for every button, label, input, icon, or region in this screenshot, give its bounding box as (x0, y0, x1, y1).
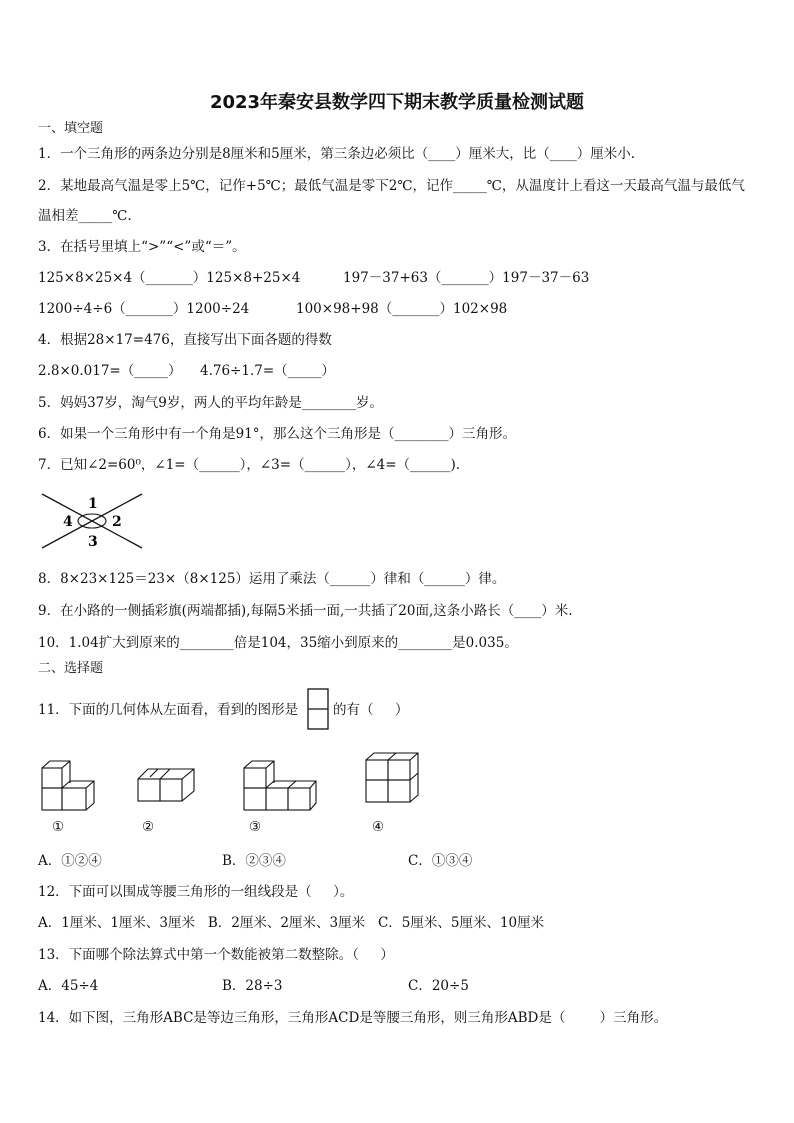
question-10: 10．1.04扩大到原来的________倍是104，35缩小到原来的________是0.035。 (38, 635, 518, 651)
side-view-shape (307, 688, 329, 730)
q11-option-b: B．②③④ (222, 853, 286, 869)
question-14: 14．如下图，三角形ABC是等边三角形，三角形ACD是等腰三角形，则三角形ABD是（ ）三角形。 (38, 1010, 668, 1026)
angle-label-2: 2 (112, 514, 122, 530)
question-11-text-end: 的有（ ） (333, 702, 409, 718)
question-4: 4．根据28×17=476，直接写出下面各题的得数 (38, 332, 332, 348)
question-9: 9．在小路的一侧插彩旗(两端都插),每隔5米插一面,一共插了20面,这条小路长（____）米. (38, 603, 573, 619)
question-11-text: 11．下面的几何体从左面看，看到的图形是 (38, 702, 299, 718)
angle-label-3: 3 (88, 534, 98, 550)
question-13: 13．下面哪个除法算式中第一个数能被第二数整除。（ ） (38, 947, 394, 963)
question-4-item-2: 4.76÷1.7=（_____） (200, 363, 335, 379)
solid-figure-3 (242, 758, 318, 814)
figure-label-1: ① (52, 819, 65, 835)
q12-options: A．1厘米、1厘米、3厘米 B．2厘米、2厘米、3厘米 C．5厘米、5厘米、10厘米 (38, 915, 545, 931)
question-5: 5．妈妈37岁，淘气9岁，两人的平均年龄是________岁。 (38, 395, 383, 411)
question-3: 3．在括号里填上“>”“<”或“＝”。 (38, 239, 246, 255)
question-3-item-3: 1200÷4÷6（_______）1200÷24 (38, 301, 250, 317)
figure-label-2: ② (142, 819, 155, 835)
q11-option-c: C．①③④ (408, 853, 473, 869)
question-8: 8．8×23×125＝23×（8×125）运用了乘法（______）律和（______）律。 (38, 571, 506, 587)
question-3-item-4: 100×98+98（_______）102×98 (296, 301, 508, 317)
page-title: 2023年秦安县数学四下期末教学质量检测试题 (209, 92, 585, 113)
solid-figure-4 (364, 750, 420, 806)
question-7: 7．已知∠2=60⁰，∠1=（______），∠3=（______），∠4=（______). (38, 457, 461, 473)
question-6: 6．如果一个三角形中有一个角是91°，那么这个三角形是（________）三角形。 (38, 426, 517, 442)
solid-figure-1 (40, 758, 96, 814)
section-multiple-choice: 二、选择题 (38, 661, 104, 676)
q11-option-a: A．①②④ (38, 853, 102, 869)
figure-label-3: ③ (249, 819, 262, 835)
question-1: 1．一个三角形的两条边分别是8厘米和5厘米，第三条边必须比（____）厘米大，比（____）厘米小. (38, 146, 636, 162)
q13-option-b: B．28÷3 (222, 978, 283, 994)
figure-label-4: ④ (372, 819, 385, 835)
q13-option-a: A．45÷4 (38, 978, 99, 994)
question-3-item-1: 125×8×25×4（_______）125×8+25×4 (38, 270, 301, 286)
question-12: 12．下面可以围成等腰三角形的一组线段是（ ）。 (38, 884, 354, 900)
question-4-item-1: 2.8×0.017=（_____） (38, 363, 182, 379)
angle-label-4: 4 (63, 514, 73, 530)
angle-label-1: 1 (88, 496, 98, 512)
section-fill-blank: 一、填空题 (38, 121, 104, 136)
question-2-line-2: 温相差_____℃. (38, 208, 132, 224)
q13-option-c: C．20÷5 (408, 978, 469, 994)
solid-figure-2 (136, 763, 198, 805)
question-2-line-1: 2．某地最高气温是零上5℃，记作+5℃；最低气温是零下2℃，记作_____℃，从温度计上看这一天最高气温与最低气 (38, 178, 745, 194)
question-3-item-2: 197－37+63（_______）197－37－63 (343, 270, 590, 286)
angle-figure (38, 490, 148, 550)
